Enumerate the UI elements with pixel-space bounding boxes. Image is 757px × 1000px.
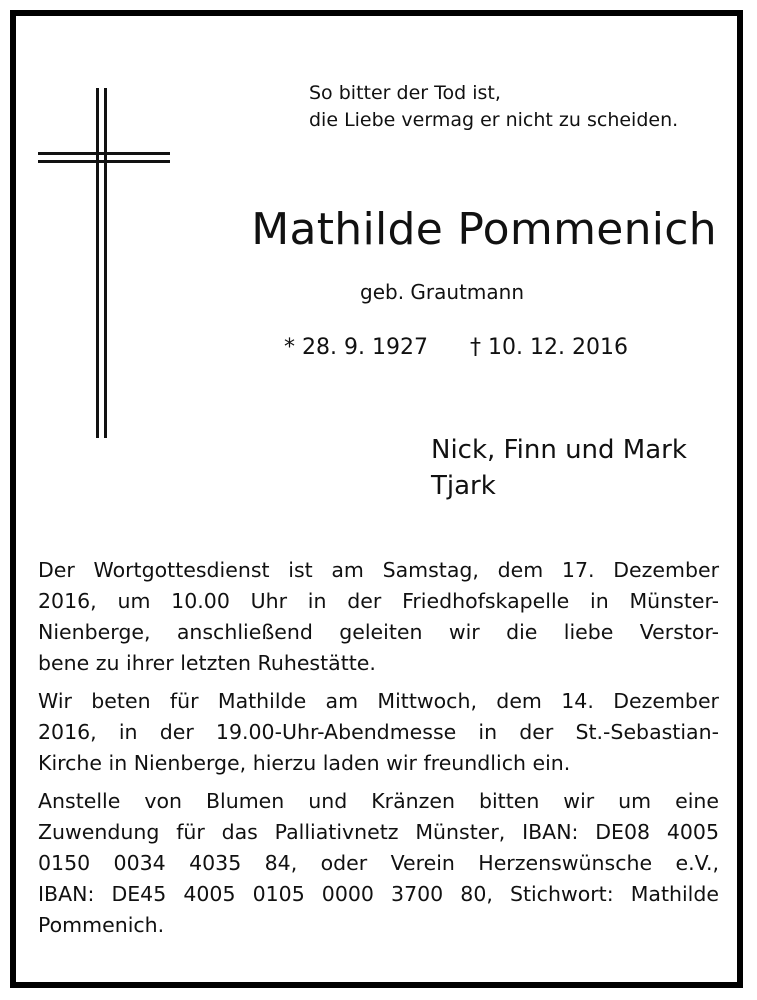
paragraph-donation — [38, 786, 719, 941]
text-line: 2016, um 10.00 Uhr in der Friedhofskapelle in Münster- — [38, 589, 719, 613]
text-line: Nienberge, anschließend geleiten wir die liebe Verstor- — [38, 620, 719, 644]
text-line: 2016, in der 19.00-Uhr-Abendmesse in der St.-Sebastian- — [38, 720, 719, 744]
text-line: 0150 0034 4035 84, oder Verein Herzenswünsche e.V., — [38, 851, 719, 875]
mourners-line-2: Tjark — [431, 471, 496, 501]
quote-line-1: So bitter der Tod ist, — [309, 82, 501, 104]
text-line: Wir beten für Mathilde am Mittwoch, dem 14. Dezember — [38, 689, 719, 713]
cross-icon — [38, 88, 170, 438]
death-date: † 10. 12. 2016 — [470, 335, 628, 360]
quote-line-2: die Liebe vermag er nicht zu scheiden. — [309, 109, 679, 131]
text-line: Anstelle von Blumen und Kränzen bitten wir um eine — [38, 789, 719, 813]
text-line: Kirche in Nienberge, hierzu laden wir freundlich ein. — [38, 751, 571, 775]
text-line: Der Wortgottesdienst ist am Samstag, dem 17. Dezember — [38, 558, 719, 582]
mourners-line-1: Nick, Finn und Mark — [431, 435, 687, 465]
birth-date: * 28. 9. 1927 — [284, 335, 428, 360]
text-line: Pommenich. — [38, 913, 165, 937]
mourners — [431, 432, 687, 504]
text-line: Zuwendung für das Palliativnetz Münster, IBAN: DE08 4005 — [38, 820, 719, 844]
text-line: IBAN: DE45 4005 0105 0000 3700 80, Stichwort: Mathilde — [38, 882, 719, 906]
deceased-name: Mathilde Pommenich — [251, 204, 717, 255]
maiden-name: geb. Grautmann — [360, 280, 524, 304]
service-details — [38, 555, 719, 948]
paragraph-prayer — [38, 686, 719, 779]
quote — [309, 80, 678, 134]
text-line: bene zu ihrer letzten Ruhestätte. — [38, 651, 376, 675]
paragraph-service — [38, 555, 719, 679]
